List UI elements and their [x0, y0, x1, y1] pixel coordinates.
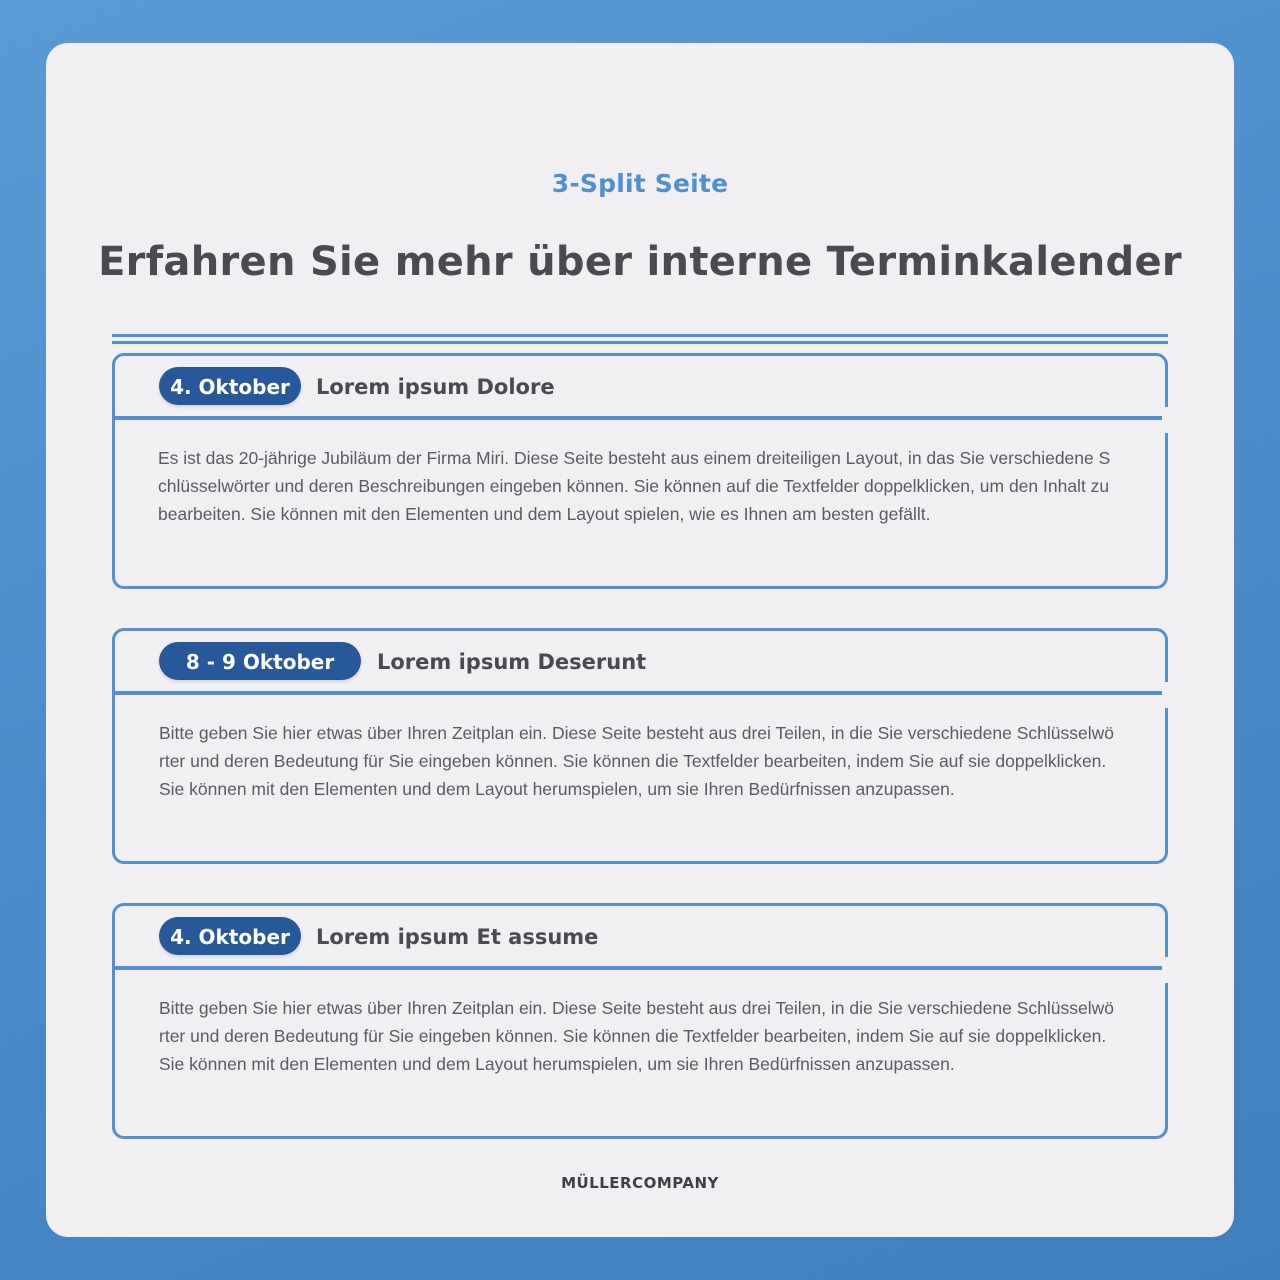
brand-logo-text: MÜLLERCOMPANY — [561, 1174, 719, 1192]
section-text: Es ist das 20-jährige Jubiläum der Firma Miri. Diese Seite besteht aus einem dreiteiligen Layout, in das Sie verschiedene Schlüsselwörter und deren Beschreibungen eingeben können. Sie können auf die Textfelder doppelklicken, um den Inhalt zu bearbeiten. Sie können mit den Elementen und dem Layout spielen, wie es Ihnen am besten gefällt. — [158, 448, 1111, 524]
section-divider — [112, 966, 1168, 970]
section-text: Bitte geben Sie hier etwas über Ihren Zeitplan ein. Diese Seite besteht aus drei Teilen, in die Sie verschiedene Schlüsselwörter und deren Bedeutung für Sie eingeben können. Sie können die Textfelder bearbeiten, indem Sie auf sie doppelklicken. Sie können mit den Elementen und dem Layout herumspielen, um sie Ihren Bedürfnissen anzupassen. — [159, 998, 1114, 1074]
title-divider — [112, 334, 1168, 344]
date-badge: 4. Oktober — [159, 367, 301, 405]
schedule-section-3 — [112, 903, 1168, 1139]
section-heading: Lorem ipsum Dolore — [316, 375, 555, 399]
schedule-section-1 — [112, 353, 1168, 589]
page-subtitle: 3-Split Seite — [551, 169, 729, 198]
section-divider — [112, 416, 1168, 420]
date-badge: 8 - 9 Oktober — [159, 642, 361, 680]
section-divider — [112, 691, 1168, 695]
schedule-section-2 — [112, 628, 1168, 864]
section-text: Bitte geben Sie hier etwas über Ihren Zeitplan ein. Diese Seite besteht aus drei Teilen, in die Sie verschiedene Schlüsselwörter und deren Bedeutung für Sie eingeben können. Sie können die Textfelder bearbeiten, indem Sie auf sie doppelklicken. Sie können mit den Elementen und dem Layout herumspielen, um sie Ihren Bedürfnissen anzupassen. — [159, 723, 1114, 799]
date-badge: 4. Oktober — [159, 917, 301, 955]
section-heading: Lorem ipsum Deserunt — [377, 650, 647, 674]
page-title: Erfahren Sie mehr über interne Terminkalender — [98, 239, 1182, 285]
page-card — [46, 43, 1234, 1237]
section-heading: Lorem ipsum Et assume — [316, 925, 599, 949]
